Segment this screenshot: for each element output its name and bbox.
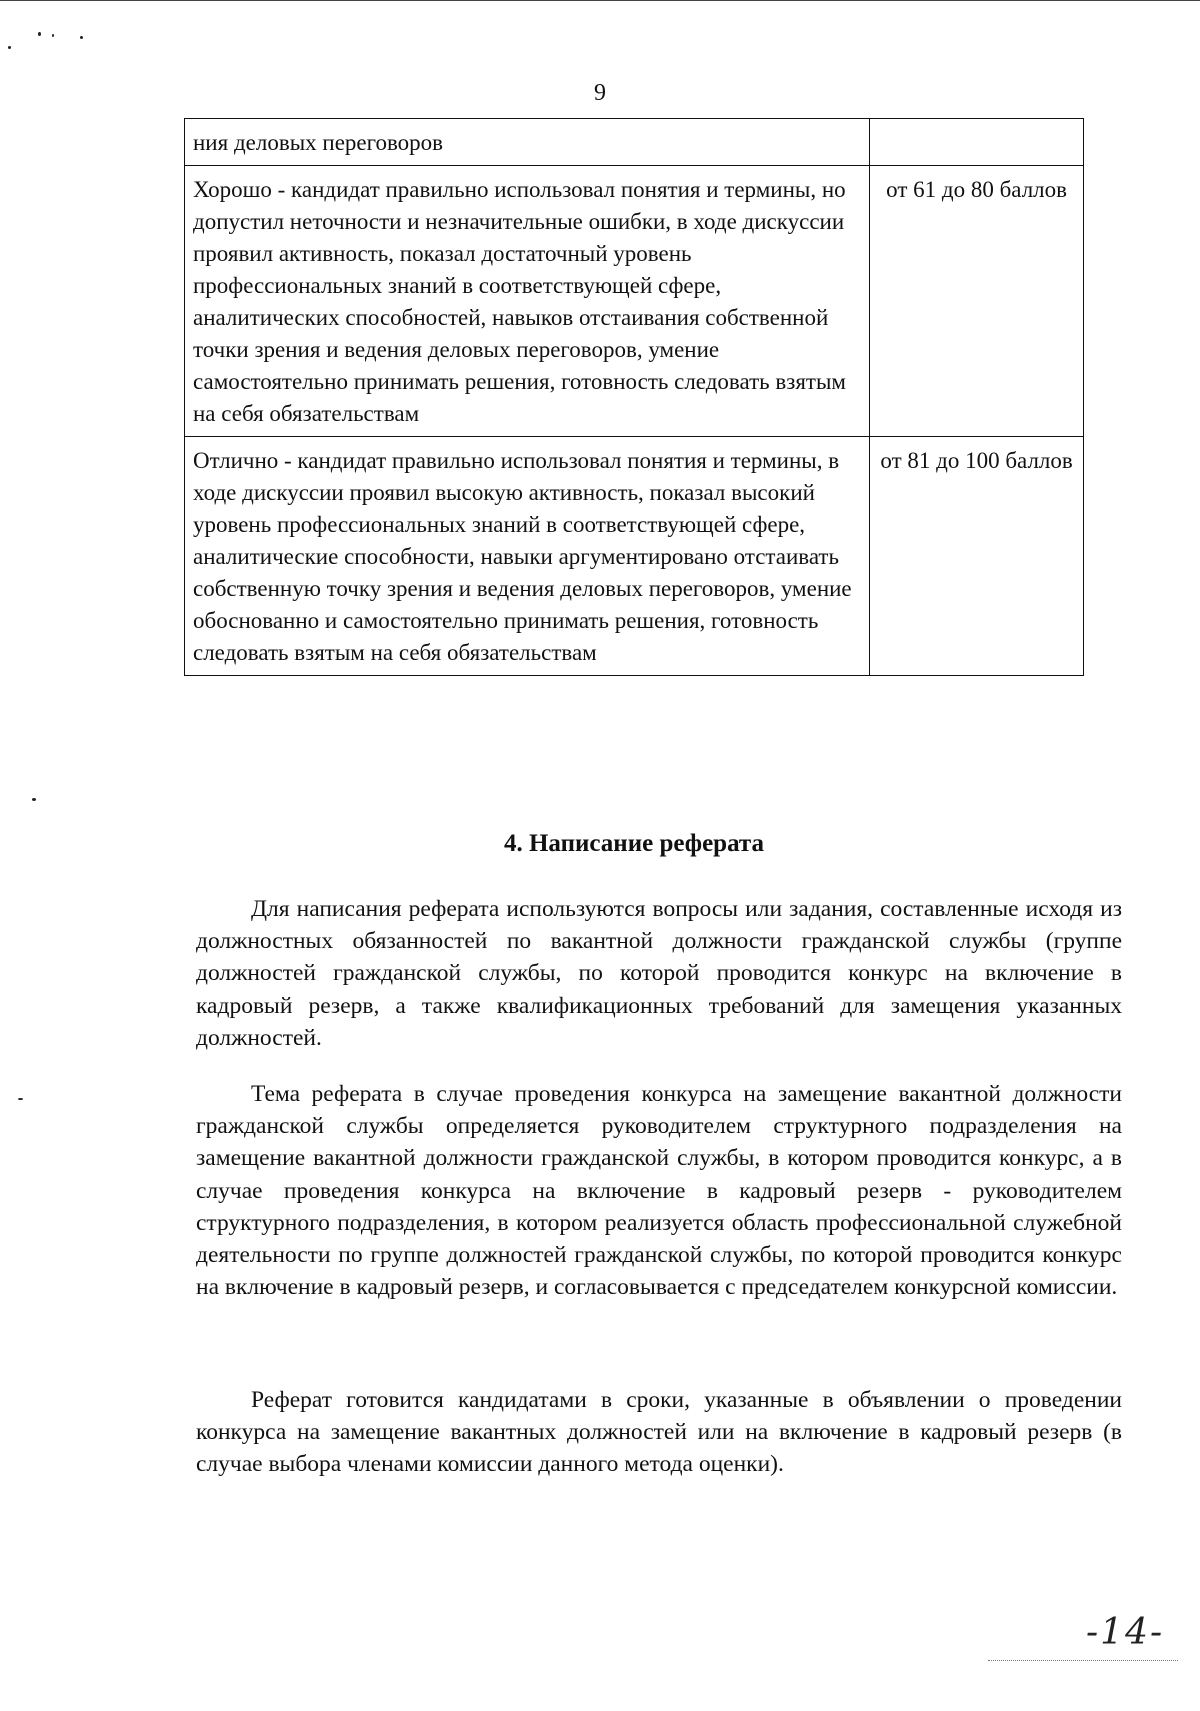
criteria-description: ния деловых переговоров [185, 119, 870, 166]
scan-speck [52, 34, 54, 37]
section-heading: 4. Написание реферата [503, 830, 765, 857]
criteria-description: Отлично - кандидат правильно использовал понятия и термины, в ходе дискуссии проявил высокую активность, показал высокий уровень профессиональных знаний в соответствующей сфере, аналитические способности, навыки аргументировано отстаивать собственную точку зрения и ведения деловых переговоров, умение обоснованно и самостоятельно принимать решения, готовность следовать взятым на себя обязательствам [185, 437, 870, 676]
handwritten-sheet-number: -14- [1086, 1612, 1165, 1653]
body-paragraph: Тема реферата в случае проведения конкурса на замещение вакантной должности гражданской службы определяется руководителем структурного подразделения на замещение вакантной должности гражданской службы, в котором проводится конкурс, а в случае проведения конкурса на включение в кадровый резерв - руководителем структурного подразделения, в котором реализуется область профессиональной служебной деятельности по группе должностей гражданской службы, по которой проводится конкурс на включение в кадровый резерв, и согласовывается с председателем конкурсной комиссии. [196, 1081, 1122, 1301]
handwritten-underline [988, 1660, 1178, 1661]
criteria-score: от 81 до 100 баллов [870, 437, 1084, 676]
table-row [185, 119, 1084, 166]
criteria-score: от 61 до 80 баллов [870, 166, 1084, 437]
criteria-description: Хорошо - кандидат правильно использовал понятия и термины, но допустил неточности и незначительные ошибки, в ходе дискуссии проявил активность, показал достаточный уровень профессиональных знаний в соответствующей сфере, аналитических способностей, навыков отстаивания собственной точки зрения и ведения деловых переговоров, умение самостоятельно принимать решения, готовность следовать взятым на себя обязательствам [185, 166, 870, 437]
body-paragraph: Реферат готовится кандидатами в сроки, указанные в объявлении о проведении конкурса на замещение вакантных должностей или на включение в кадровый резерв (в случае выбора членами комиссии данного метода оценки). [196, 1387, 1122, 1478]
table-row [185, 437, 1084, 676]
evaluation-criteria-table [184, 118, 1084, 676]
scan-speck [18, 1098, 23, 1100]
table-row [185, 166, 1084, 437]
page-number: 9 [594, 80, 606, 106]
scan-speck [38, 32, 41, 36]
scan-edge [0, 0, 1200, 1]
scan-speck [80, 36, 83, 39]
criteria-score [870, 119, 1084, 166]
scan-speck [8, 46, 11, 49]
body-paragraph: Для написания реферата используются вопросы или задания, составленные исходя из должностных обязанностей по вакантной должности гражданской службы (группе должностей гражданской службы, по которой проводится конкурс на включение в кадровый резерв, а также квалификационных требований для замещения указанных должностей. [196, 896, 1122, 1051]
scan-speck [32, 798, 36, 801]
